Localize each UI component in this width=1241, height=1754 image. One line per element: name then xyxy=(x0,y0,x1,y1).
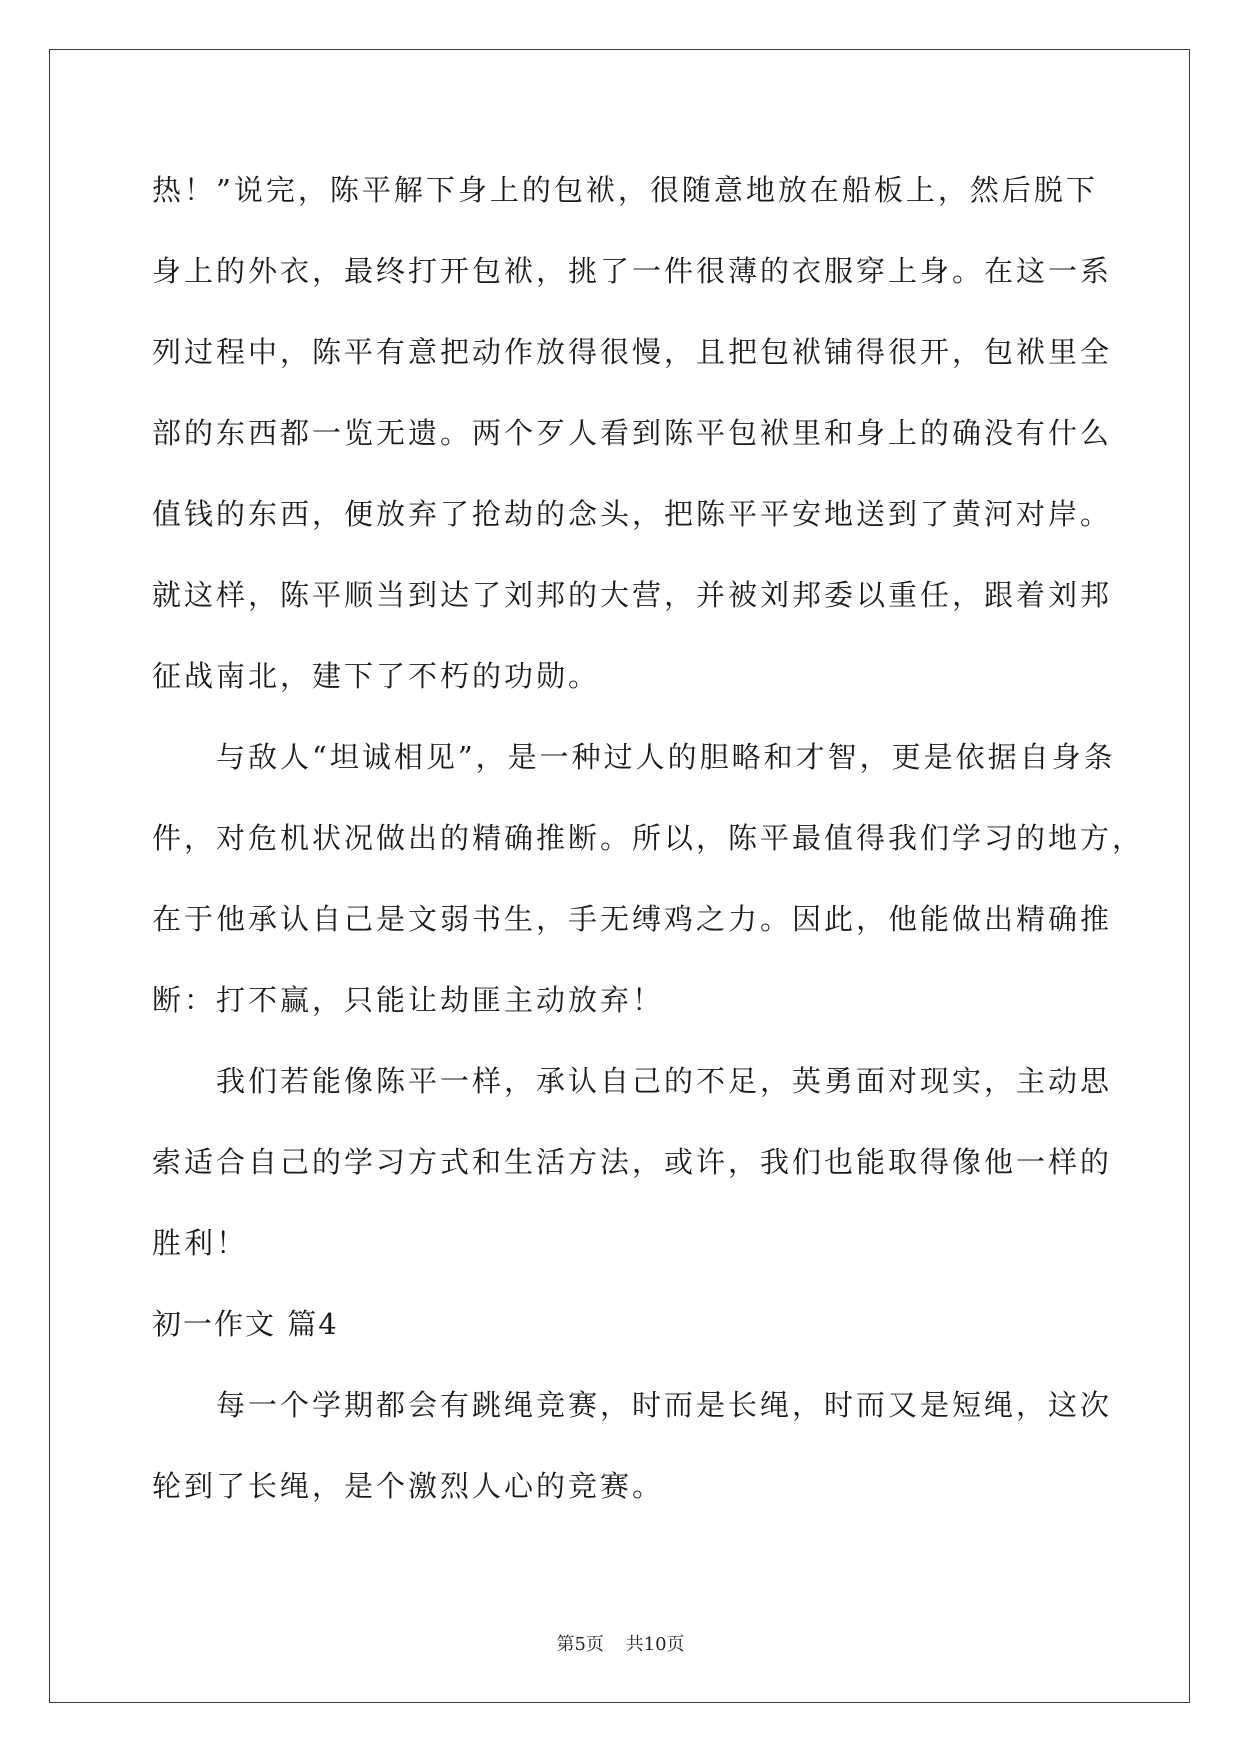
page-total: 共10页 xyxy=(625,1634,685,1655)
text-line-10: 在于他承认自己是文弱书生，手无缚鸡之力。因此，他能做出精确推 xyxy=(152,902,1113,936)
text-line-8: 与敌人“坦诚相见”，是一种过人的胆略和才智，更是依据自身条 xyxy=(216,740,1116,774)
text-line-3: 列过程中，陈平有意把动作放得很慢，且把包袱铺得很开，包袱里全 xyxy=(152,335,1113,369)
text-line-7: 征战南北，建下了不朽的功勋。 xyxy=(152,659,601,693)
text-line-16: 每一个学期都会有跳绳竞赛，时而是长绳，时而又是短绳，这次 xyxy=(216,1388,1113,1422)
text-line-6: 就这样，陈平顺当到达了刘邦的大营，并被刘邦委以重任，跟着刘邦 xyxy=(152,578,1113,612)
text-line-5: 值钱的东西，便放弃了抢劫的念头，把陈平平安地送到了黄河对岸。 xyxy=(152,497,1113,531)
text-line-14: 胜利！ xyxy=(152,1226,249,1260)
text-line-11: 断：打不赢，只能让劫匪主动放弃！ xyxy=(152,983,665,1017)
section-heading: 初一作文 篇4 xyxy=(152,1307,339,1341)
text-line-4: 部的东西都一览无遗。两个歹人看到陈平包袱里和身上的确没有什么 xyxy=(152,416,1113,450)
document-body xyxy=(152,150,1145,1527)
page-footer xyxy=(0,1630,1241,1656)
text-line-13: 索适合自己的学习方式和生活方法，或许，我们也能取得像他一样的 xyxy=(152,1145,1113,1179)
text-line-1: 热！”说完，陈平解下身上的包袱，很随意地放在船板上，然后脱下 xyxy=(152,173,1098,207)
text-line-9: 件，对危机状况做出的精确推断。所以，陈平最值得我们学习的地方， xyxy=(152,821,1145,855)
text-line-2: 身上的外衣，最终打开包袱，挑了一件很薄的衣服穿上身。在这一系 xyxy=(152,254,1113,288)
text-line-12: 我们若能像陈平一样，承认自己的不足，英勇面对现实，主动思 xyxy=(216,1064,1113,1098)
text-line-17: 轮到了长绳，是个激烈人心的竞赛。 xyxy=(152,1469,665,1503)
page-number: 第5页 xyxy=(556,1634,604,1655)
